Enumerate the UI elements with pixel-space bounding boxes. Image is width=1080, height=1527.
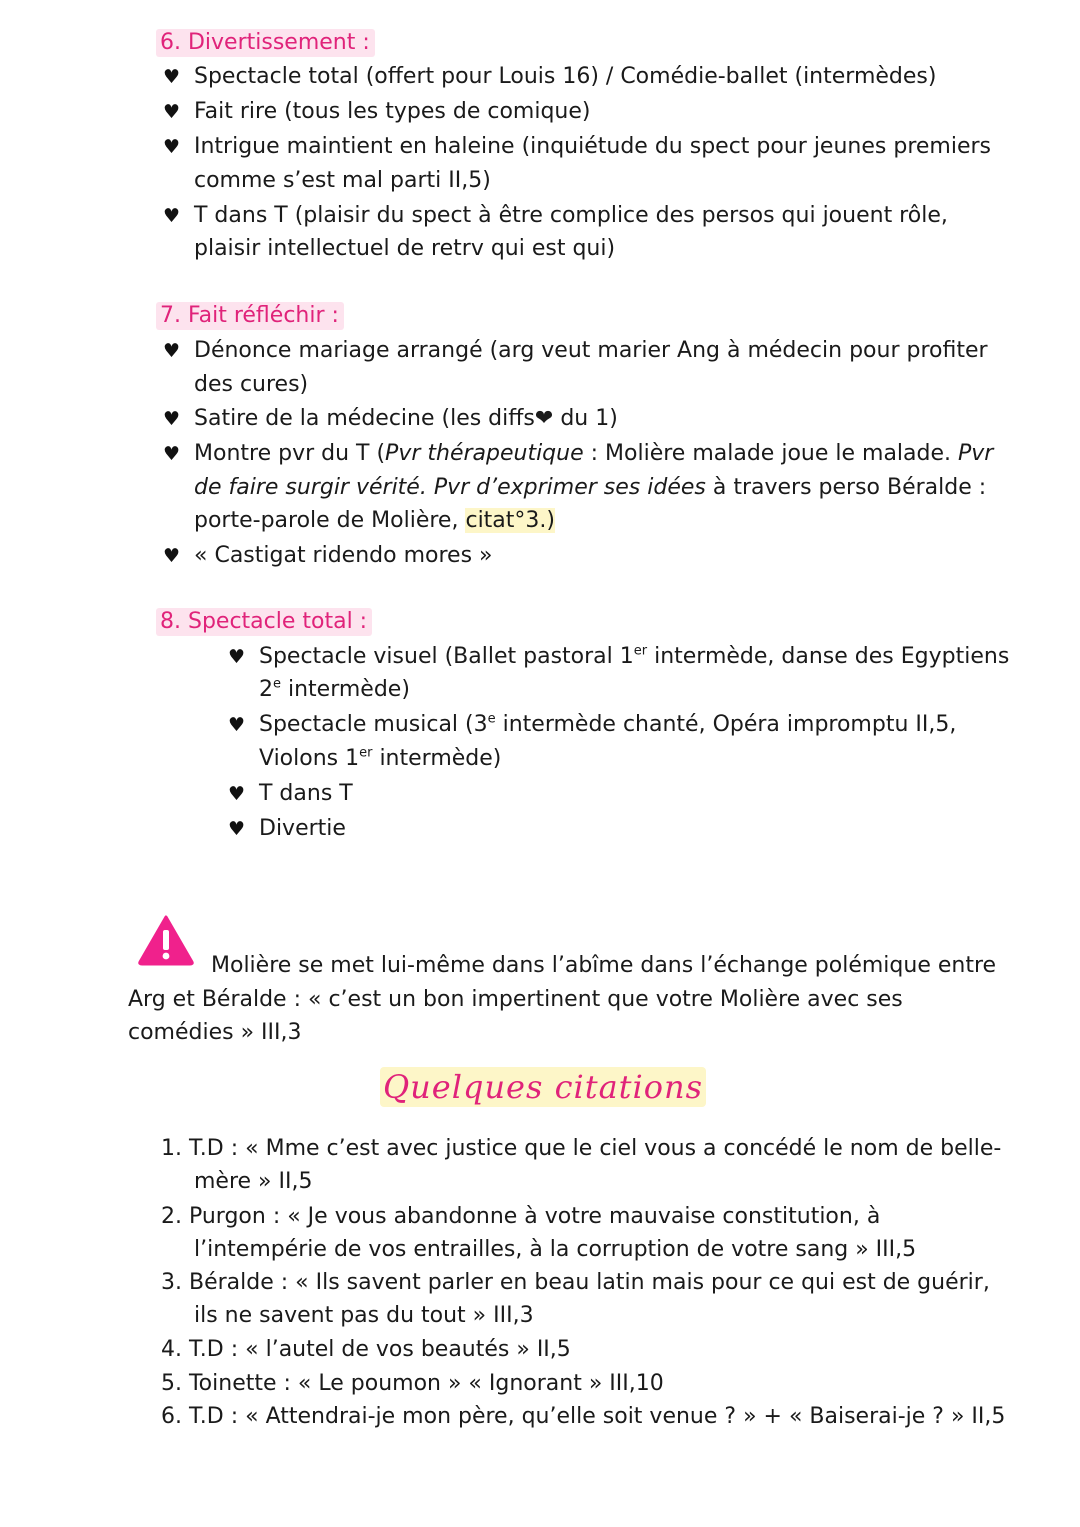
heart-bullet-icon: ♥ [163,443,181,465]
text: porte-parole de Molière, [194,508,466,533]
s6-bullet-3-line-2: comme s’est mal parti II,5) [194,168,491,193]
superscript: er [359,745,373,761]
text: Montre pvr du T ( [194,441,386,466]
warning-line-3: comédies » III,3 [128,1020,302,1045]
text: Spectacle musical (3 [259,712,488,737]
heart-bullet-icon: ♥ [228,818,246,840]
quote-1-line-2: mère » II,5 [194,1169,313,1194]
heart-bullet-icon: ♥ [163,136,181,158]
heart-bullet-icon: ♥ [163,66,181,88]
italic-text: Pvr thérapeutique [385,441,584,466]
text: : Molière malade joue le malade. [583,441,959,466]
heart-bullet-icon: ♥ [163,545,181,567]
text: Spectacle visuel (Ballet pastoral 1 [259,644,634,669]
quote-4: 4. T.D : « l’autel de vos beautés » II,5 [161,1337,571,1362]
quote-5: 5. Toinette : « Le poumon » « Ignorant » III,10 [161,1371,664,1396]
s7-bullet-2 [194,405,618,433]
heart-bullet-icon: ♥ [163,408,181,430]
section-6-heading: 6. Divertissement : [156,29,375,57]
s8-bullet-2-line-1 [259,711,956,739]
highlighted-citation-ref: citat°3.) [465,508,555,533]
warning-line-1: Molière se met lui-même dans l’abîme dans l’échange polémique entre [211,953,997,978]
italic-text: Pvr [958,441,994,466]
heart-bullet-icon: ♥ [163,340,181,362]
s6-bullet-4-line-1: T dans T (plaisir du spect à être complice des persos qui jouent rôle, [194,203,948,228]
s7-bullet-3-line-1 [194,440,993,468]
quote-6: 6. T.D : « Attendrai-je mon père, qu’elle soit venue ? » + « Baiserai-je ? » II,5 [161,1404,1006,1429]
s8-bullet-4: Divertie [259,816,346,841]
text: intermède) [372,746,502,771]
s8-bullet-1-line-2 [259,676,410,704]
quote-1-line-1: 1. T.D : « Mme c’est avec justice que le ciel vous a concédé le nom de belle- [161,1136,1002,1161]
heart-bullet-icon: ♥ [163,101,181,123]
superscript: e [487,711,496,727]
s6-bullet-2: Fait rire (tous les types de comique) [194,99,591,124]
quote-2-line-2: l’intempérie de vos entrailles, à la corruption de votre sang » III,5 [194,1237,917,1262]
section-7-heading: 7. Fait réfléchir : [156,302,344,330]
text: intermède, danse des Egyptiens [647,644,1010,669]
quotes-title: Quelques citations [380,1067,706,1107]
text: 2 [259,677,273,702]
superscript: er [633,643,648,659]
heart-bullet-icon: ♥ [228,714,246,736]
warning-triangle-icon [137,914,195,966]
heart-bullet-icon: ♥ [228,783,246,805]
s8-bullet-2-line-2 [259,745,501,773]
text: à travers perso Béralde : [705,475,987,500]
quote-3-line-1: 3. Béralde : « Ils savent parler en beau latin mais pour ce qui est de guérir, [161,1270,990,1295]
quote-2-line-1: 2. Purgon : « Je vous abandonne à votre mauvaise constitution, à [161,1204,881,1229]
text: Violons 1 [259,746,360,771]
s7-bullet-3-line-2 [194,474,986,502]
black-heart-icon: ❤ [534,406,554,431]
s7-bullet-3-line-3 [194,507,555,535]
s6-bullet-4-line-2: plaisir intellectuel de retrv qui est qui) [194,236,616,261]
s7-bullet-1-line-2: des cures) [194,372,309,397]
text: intermède) [281,677,410,702]
s8-bullet-1-line-1 [259,643,1009,671]
heart-bullet-icon: ♥ [163,205,181,227]
warning-line-2: Arg et Béralde : « c’est un bon impertinent que votre Molière avec ses [128,987,903,1012]
s6-bullet-3-line-1: Intrigue maintient en haleine (inquiétude du spect pour jeunes premiers [194,134,991,159]
heart-bullet-icon: ♥ [228,646,246,668]
s7-bullet-1-line-1: Dénonce mariage arrangé (arg veut marier Ang à médecin pour profiter [194,338,988,363]
s7-bullet-4: « Castigat ridendo mores » [194,543,493,568]
superscript: e [273,676,281,692]
s6-bullet-1: Spectacle total (offert pour Louis 16) / Comédie-ballet (intermèdes) [194,64,937,89]
italic-text: de faire surgir vérité. Pvr d’exprimer ses idées [194,475,706,500]
s7-bullet-2-text-end: du 1) [553,406,618,431]
quote-3-line-2: ils ne savent pas du tout » III,3 [194,1303,534,1328]
s8-bullet-3: T dans T [259,781,353,806]
s7-bullet-2-text: Satire de la médecine (les diffs [194,406,535,431]
text: intermède chanté, Opéra impromptu II,5, [495,712,957,737]
section-8-heading: 8. Spectacle total : [156,608,372,636]
